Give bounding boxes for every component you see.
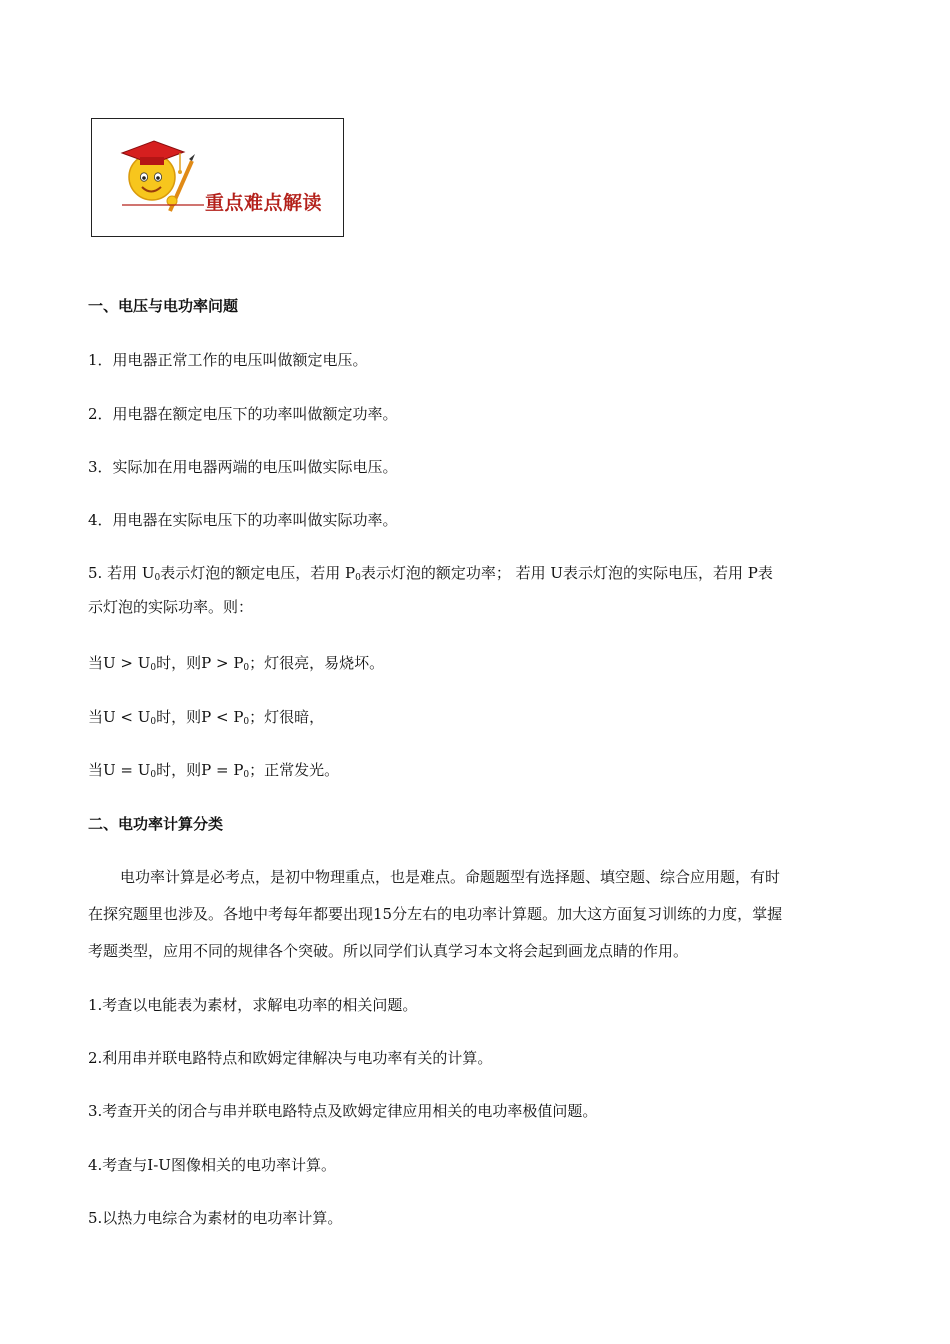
list-item: 4．用电器在实际电压下的功率叫做实际功率。 [88, 511, 398, 529]
paragraph-line: 电功率计算是必考点，是初中物理重点，也是难点。命题题型有选择题、填空题、综合应用题，有时 [120, 868, 781, 886]
list-item: 1.考查以电能表为素材，求解电功率的相关问题。 [88, 996, 418, 1014]
banner-title: 重点难点解读 [205, 192, 323, 214]
list-item: 3．实际加在用电器两端的电压叫做实际电压。 [88, 458, 398, 476]
list-item: 5.以热力电综合为素材的电功率计算。 [88, 1209, 343, 1227]
section1-heading: 一、电压与电功率问题 [88, 297, 239, 315]
paragraph-line: 在探究题里也涉及。各地中考每年都要出现15分左右的电功率计算题。加大这方面复习训练的力度，掌握 [88, 905, 783, 923]
list-item: 4.考查与I-U图像相关的电功率计算。 [88, 1156, 336, 1174]
list-item: 3.考查开关的闭合与串并联电路特点及欧姆定律应用相关的电功率极值问题。 [88, 1102, 598, 1120]
list-item-5-line2: 示灯泡的实际功率。则： [88, 598, 254, 616]
list-item-5-line1: 5. 若用 $U_0$表示灯泡的额定电压，若用 $P_0$表示灯泡的额定功率； 若用 U表示灯泡的实际电压，若用 P表 [88, 564, 773, 583]
list-item: 1．用电器正常工作的电压叫做额定电压。 [88, 351, 368, 369]
graduate-smiley-icon [92, 119, 345, 238]
section2-heading: 二、电功率计算分类 [88, 815, 224, 833]
condition-line: 当$U > U_0$时，则$P > P_0$；灯很亮，易烧坏。 [88, 654, 385, 673]
condition-line: 当$U = U_0$时，则$P = P_0$；正常发光。 [88, 761, 340, 780]
section-banner [91, 118, 344, 237]
paragraph-line: 考题类型，应用不同的规律各个突破。所以同学们认真学习本文将会起到画龙点睛的作用。 [88, 942, 689, 960]
list-item: 2.利用串并联电路特点和欧姆定律解决与电功率有关的计算。 [88, 1049, 493, 1067]
list-item: 2．用电器在额定电压下的功率叫做额定功率。 [88, 405, 398, 423]
condition-line: 当$U < U_0$时，则$P < P_0$；灯很暗， [88, 708, 325, 727]
